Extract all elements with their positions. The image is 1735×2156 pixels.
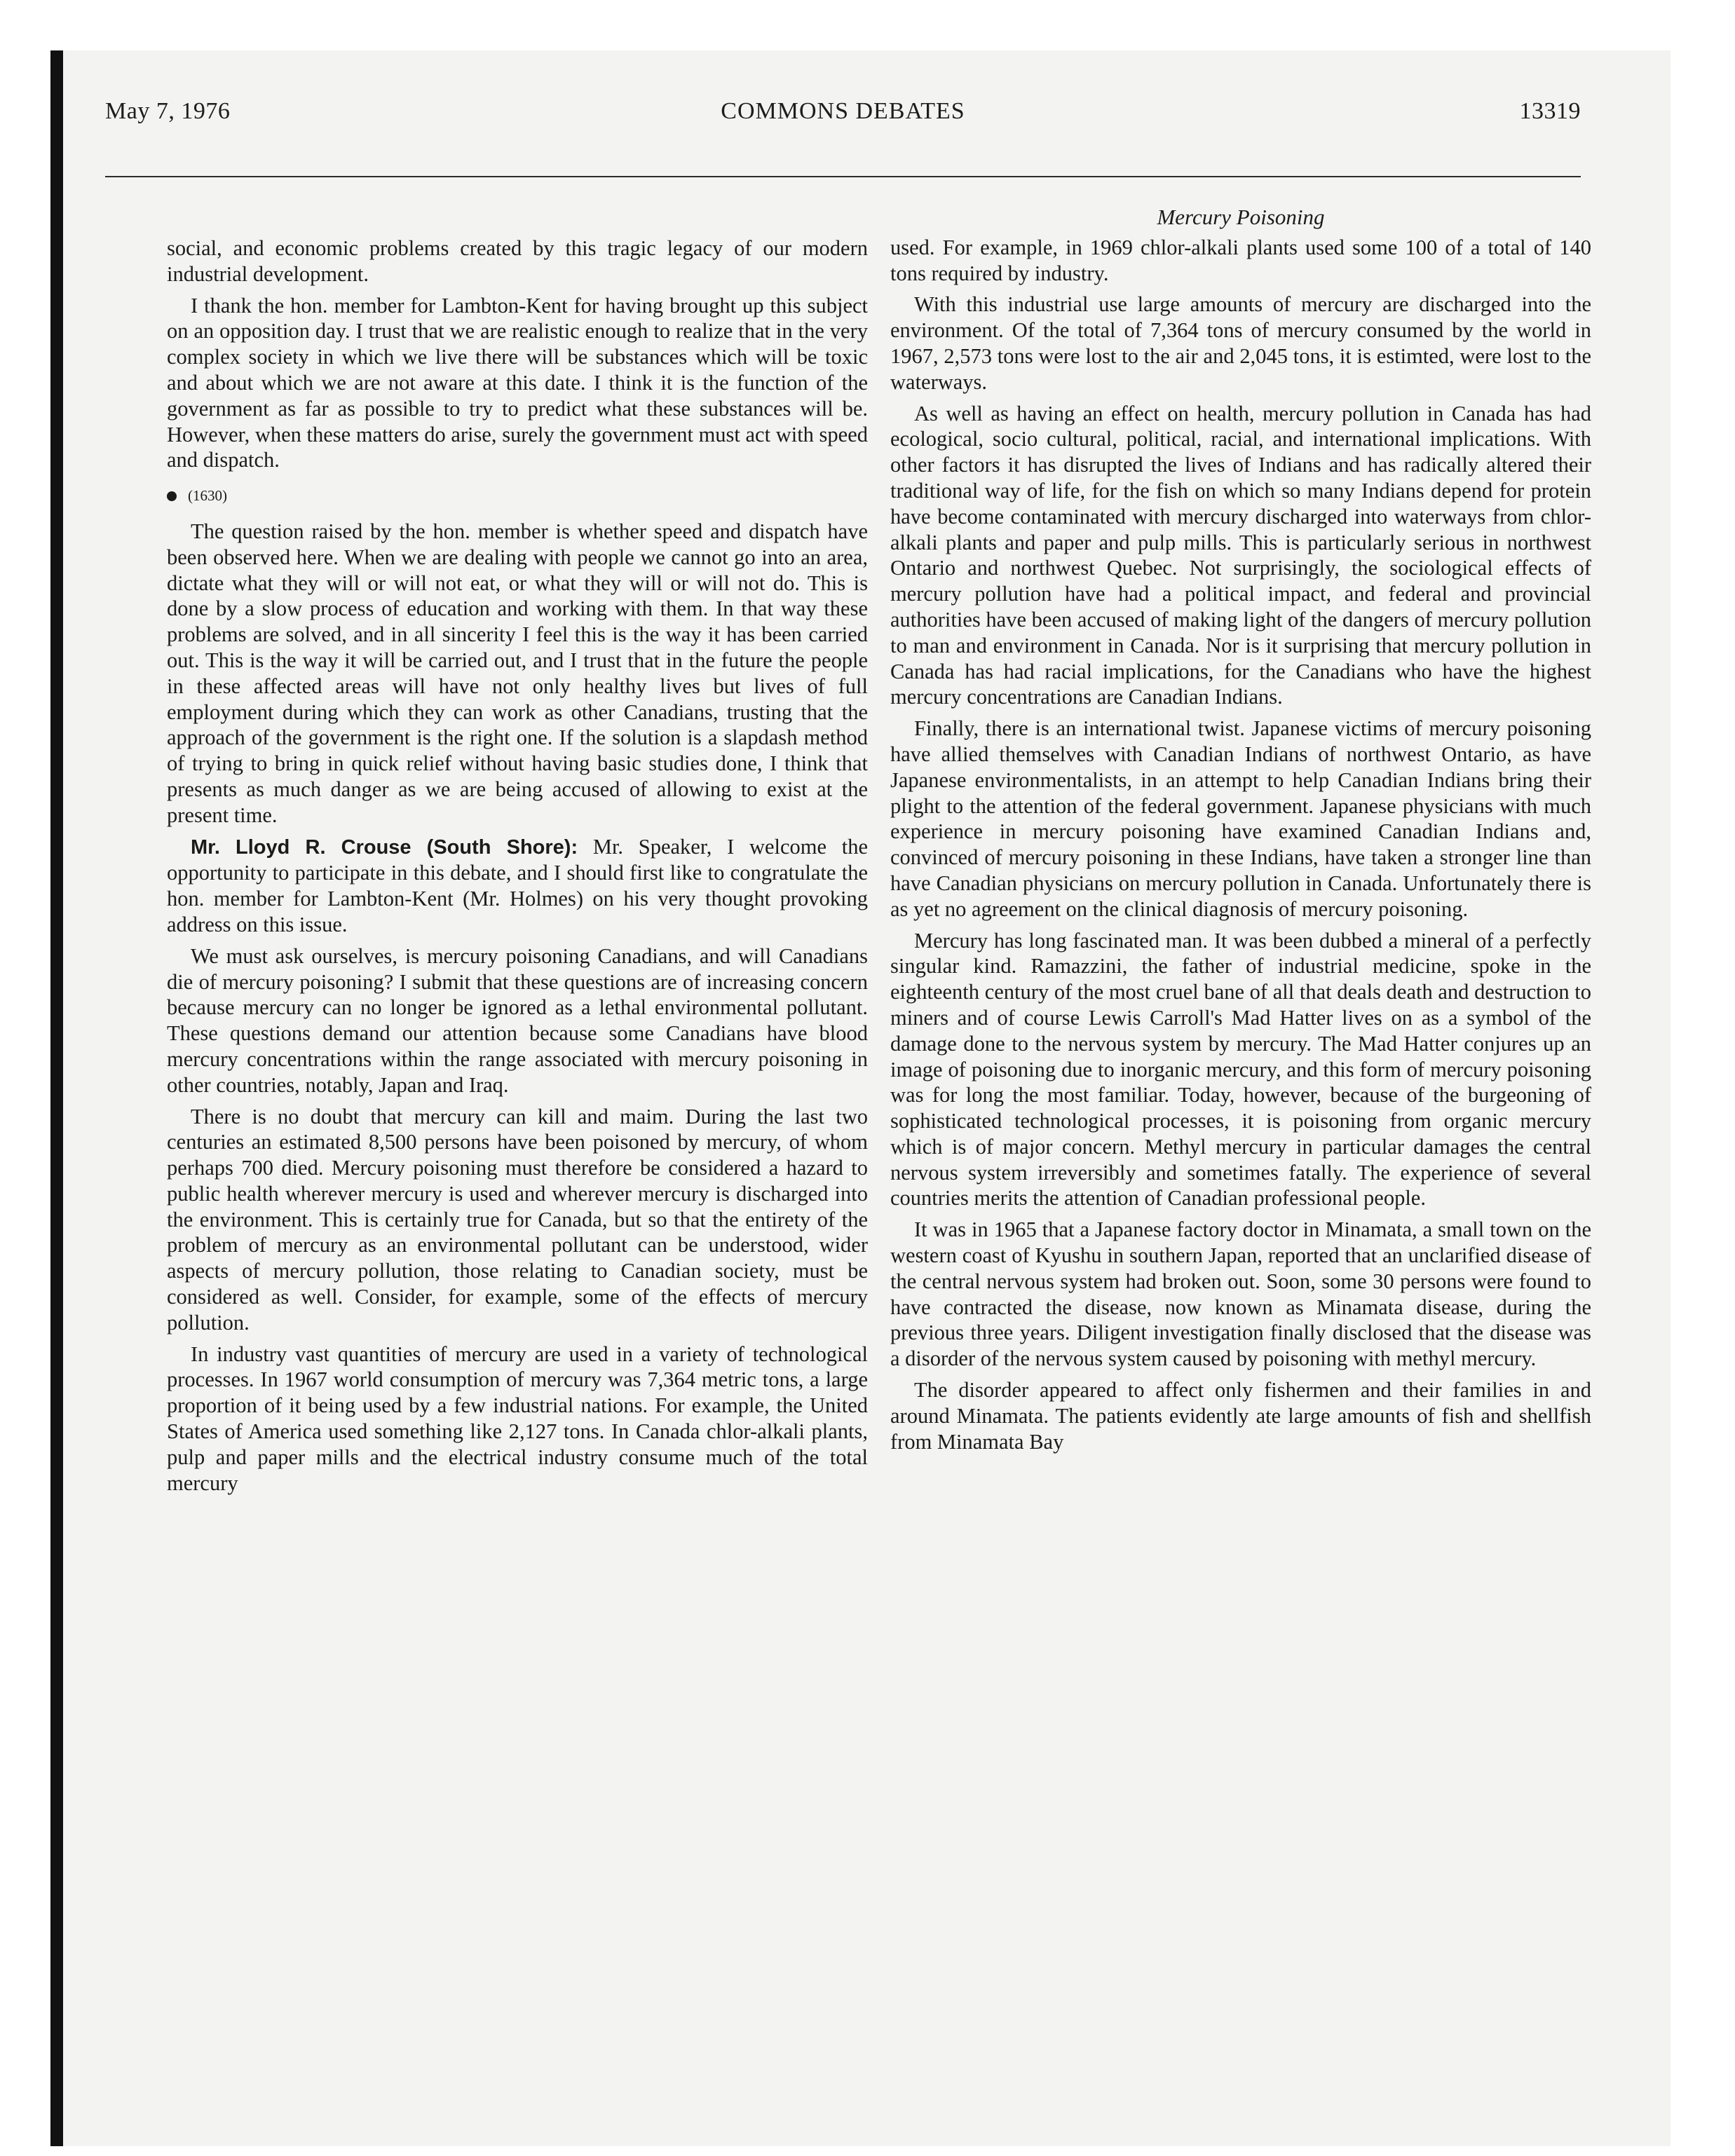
paragraph: As well as having an effect on health, mercury pollution in Canada has had ecological, socio cultural, political, racial, and international implications. With other factors it has disrupted the lives of Indians and has radically altered their traditional way of life, for the fish on which so many Indians depend for protein have become contaminated with mercury discharged into waterways from chlor-alkali plants and paper and pulp mills. This is particularly serious in northwest Ontario and northwest Quebec. Not surprisingly, the sociological effects of mercury pollution have had a political impact, and federal and provincial authorities have been accused of making light of the dangers of mercury pollution to man and environment in Canada. Nor is it surprising that mercury pollution in Canada has had racial implications, for the Canadians who have the highest mercury concentrations are Canadian Indians. — [890, 401, 1591, 709]
header-page-number: 13319 — [1519, 98, 1581, 124]
paragraph: social, and economic problems created by this tragic legacy of our modern industrial development. — [167, 236, 868, 286]
header-title: COMMONS DEBATES — [721, 98, 965, 124]
paragraph: It was in 1965 that a Japanese factory doctor in Minamata, a small town on the western coast of Kyushu in southern Japan, reported that an unclarified disease of the central nervous system had broken out. Soon, some 30 persons were found to have contracted the disease, now known as Minamata disease, during the previous three years. Diligent investigation finally disclosed that the disease was a disorder of the nervous system caused by poisoning with methyl mercury. — [890, 1217, 1591, 1371]
header-date: May 7, 1976 — [105, 98, 231, 124]
scan-edge-shadow — [50, 50, 63, 2146]
paragraph: Mercury has long fascinated man. It was been dubbed a mineral of a perfectly singular kind. Ramazzini, the father of industrial medicine, spoke in the eighteenth century of the most cruel bane of all that deals death and destruction to miners and of course Lewis Carroll's Mad Hatter lives on as a symbol of the damage done to the nervous system by mercury. The Mad Hatter conjures up an image of poisoning due to inorganic mercury, and this form of mercury poisoning was for long the most familiar. Today, however, because of the burgeoning of sophisticated technological processes, it is poisoning from organic mercury which is of major concern. Methyl mercury in particular damages the central nervous system irreversibly and sometimes fatally. The experience of several countries merits the attention of Canadian professional people. — [890, 928, 1591, 1210]
paragraph: In industry vast quantities of mercury are used in a variety of technological processes. In 1967 world consumption of mercury was 7,364 metric tons, a large proportion of it being used by a few industrial nations. For example, the United States of America used something like 2,127 tons. In Canada chlor-alkali plants, pulp and paper mills and the electrical industry consume much of the total mercury — [167, 1342, 868, 1495]
paragraph: I thank the hon. member for Lambton-Kent for having brought up this subject on an opposition day. I trust that we are realistic enough to realize that in the very complex society in which we live there will be substances which will be toxic and about which we are not aware at this date. I think it is the function of the government as far as possible to try to predict what these substances will be. However, when these matters do arise, surely the government must act with speed and dispatch. — [167, 293, 868, 472]
paragraph: The question raised by the hon. member is whether speed and dispatch have been observed here. When we are dealing with people we cannot go into an area, dictate what they will or will not eat, or what they will or will not do. This is done by a slow process of education and working with them. In that way these problems are solved, and in all sincerity I feel this is the way it has been carried out. This is the way it will be carried out, and I trust that in the future the people in these affected areas will have not only healthy lives but lives of full employment during which they can work as other Canadians, trusting that the approach of the government is the right one. If the solution is a slapdash method of trying to bring in quick relief without having basic studies done, I think that presents as much danger as we are being accused of allowing to exist at the present time. — [167, 519, 868, 827]
page-header — [105, 98, 1581, 140]
speaker-name: Mr. Lloyd R. Crouse (South Shore): — [191, 835, 578, 859]
paragraph: used. For example, in 1969 chlor-alkali plants used some 100 of a total of 140 tons required by industry. — [890, 235, 1591, 285]
speaker-text: Mr. Speaker, I welcome the opportunity to participate in this debate, and I should first like to congratulate the hon. member for Lambton-Kent (Mr. Holmes) on his very thought provoking address on this issue. — [167, 834, 868, 936]
paragraph: With this industrial use large amounts of mercury are discharged into the environment. Of the total of 7,364 tons of mercury consumed by the world in 1967, 2,573 tons were lost to the air and 2,045 tons, it is estimted, were lost to the waterways. — [890, 292, 1591, 394]
right-column — [890, 205, 1591, 1460]
header-rule — [105, 176, 1581, 177]
time-marker-text: (1630) — [188, 487, 227, 505]
left-column — [167, 236, 868, 1501]
paragraph: Finally, there is an international twist. Japanese victims of mercury poisoning have allied themselves with Canadian Indians of northwest Ontario, as have Japanese environmentalists, in an attempt to help Canadian Indians bring their plight to the attention of the federal government. Japanese physicians with much experience in mercury poisoning have examined Canadian Indians and, convinced of mercury poisoning in these Indians, have taken a stronger line than have Canadian physicians on mercury pollution in Canada. Unfortunately there is as yet no agreement on the clinical diagnosis of mercury poisoning. — [890, 716, 1591, 921]
paragraph: The disorder appeared to affect only fishermen and their families in and around Minamata. The patients evidently ate large amounts of fish and shellfish from Minamata Bay — [890, 1378, 1591, 1454]
paragraph: There is no doubt that mercury can kill and maim. During the last two centuries an estimated 8,500 persons have been poisoned by mercury, of whom perhaps 700 died. Mercury poisoning must therefore be considered a hazard to public health wherever mercury is used and wherever mercury is discharged into the environment. This is certainly true for Canada, but so that the entirety of the problem of mercury as an environmental pollutant can be understood, wider aspects of mercury pollution, those relating to Canadian society, must be considered as well. Consider, for example, some of the effects of mercury pollution. — [167, 1104, 868, 1335]
running-head: Mercury Poisoning — [1157, 205, 1325, 229]
speaker-paragraph — [167, 834, 868, 938]
time-marker — [167, 483, 868, 509]
bullet-icon — [167, 491, 177, 501]
paragraph: We must ask ourselves, is mercury poisoning Canadians, and will Canadians die of mercury poisoning? I submit that these questions are of increasing concern because mercury can no longer be ignored as a lethal environmental pollutant. These questions demand our attention because some Canadians have blood mercury concentrations within the range associated with mercury poisoning in other countries, notably, Japan and Iraq. — [167, 943, 868, 1097]
